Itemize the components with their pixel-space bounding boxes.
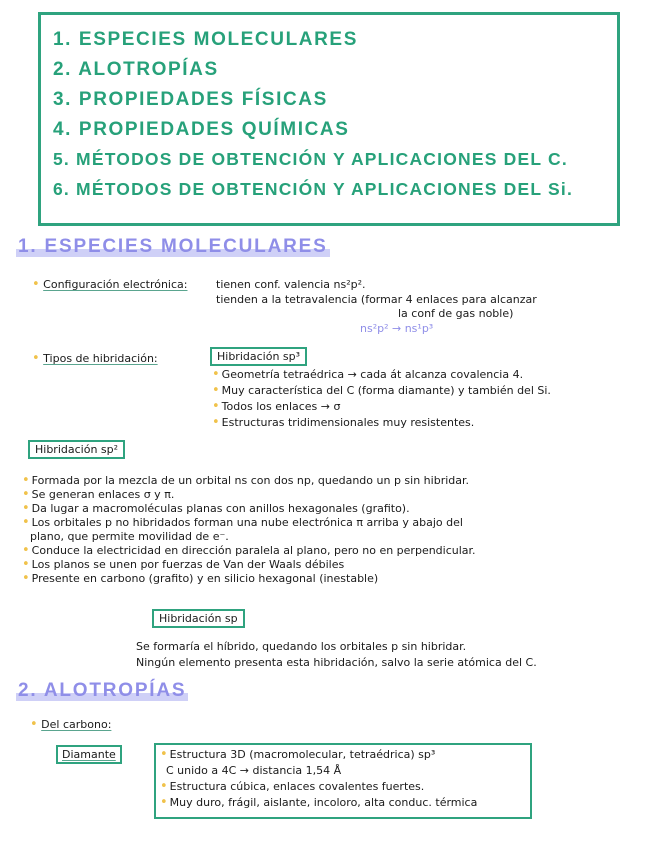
list-item-continuation: C unido a 4C → distancia 1,54 Å (166, 764, 342, 777)
config-note: ns²p² → ns¹p³ (360, 322, 434, 335)
list-item: • Estructura 3D (macromolecular, tetraédrica) sp³ (160, 747, 436, 762)
diamante-details-box (154, 743, 532, 819)
section-heading-text: 1. ESPECIES MOLECULARES (18, 236, 328, 257)
config-line: tienden a la tetravalencia (formar 4 enlaces para alcanzar (216, 293, 537, 306)
bullet-dot: • (32, 351, 40, 366)
list-item: • Los planos se unen por fuerzas de Van der Waals débiles (22, 557, 345, 572)
list-item: • Estructura cúbica, enlaces covalentes fuertes. (160, 779, 425, 794)
table-of-contents (38, 12, 620, 226)
list-item: • Muy característica del C (forma diamante) y también del Si. (212, 383, 551, 398)
sp3-list (212, 368, 551, 429)
list-item: • Estructuras tridimensionales muy resistentes. (212, 415, 475, 430)
bullet-dot: • (30, 717, 38, 732)
toc-item: 4. PROPIEDADES QUÍMICAS (53, 119, 350, 140)
sp3-box: Hibridación sp³ (210, 347, 307, 366)
hybridization-label: Tipos de hibridación: (43, 352, 158, 365)
list-item: • Formada por la mezcla de un orbital ns con dos np, quedando un p sin hibridar. (22, 473, 470, 488)
diamante-box (56, 745, 122, 764)
sp-box: Hibridación sp (152, 609, 245, 628)
section-heading (18, 236, 328, 258)
section-heading (18, 680, 186, 702)
list-item: • Presente en carbono (grafito) y en silicio hexagonal (inestable) (22, 571, 379, 586)
list-item: • Da lugar a macromoléculas planas con anillos hexagonales (grafito). (22, 501, 410, 516)
toc-item: 2. ALOTROPÍAS (53, 59, 219, 80)
config-line: la conf de gas noble) (398, 307, 514, 320)
section-heading-text: 2. ALOTROPÍAS (18, 680, 187, 701)
list-item: • Los orbitales p no hibridados forman una nube electrónica π arriba y abajo del (22, 515, 463, 530)
config-line: tienen conf. valencia ns²p². (216, 278, 366, 291)
config-label-row (32, 278, 188, 291)
list-item: • Conduce la electricidad en dirección paralela al plano, pero no en perpendicular. (22, 543, 476, 558)
sp-line: Se formaría el híbrido, quedando los orbitales p sin hibridar. (136, 640, 467, 653)
list-item: • Muy duro, frágil, aislante, incoloro, alta conduc. térmica (160, 795, 478, 810)
sp-line: Ningún elemento presenta esta hibridación, salvo la serie atómica del C. (136, 656, 537, 669)
list-item-continuation: plano, que permite movilidad de e⁻. (30, 530, 229, 543)
carbon-label: Del carbono: (41, 718, 112, 731)
diamante-label: Diamante (62, 748, 116, 761)
toc-item: 6. MÉTODOS DE OBTENCIÓN Y APLICACIONES DEL Si. (53, 179, 574, 199)
hybridization-label-row (32, 352, 158, 365)
toc-item: 3. PROPIEDADES FÍSICAS (53, 89, 328, 110)
sp2-box: Hibridación sp² (28, 440, 125, 459)
list-item: • Geometría tetraédrica → cada át alcanza covalencia 4. (212, 367, 524, 382)
sp2-list (22, 474, 476, 585)
config-label: Configuración electrónica: (43, 278, 188, 291)
carbon-label-row (30, 718, 111, 731)
list-item: • Se generan enlaces σ y π. (22, 487, 175, 502)
list-item: • Todos los enlaces → σ (212, 399, 341, 414)
toc-item: 1. ESPECIES MOLECULARES (53, 29, 358, 50)
toc-item: 5. MÉTODOS DE OBTENCIÓN Y APLICACIONES DEL C. (53, 149, 568, 169)
bullet-dot: • (32, 277, 40, 292)
